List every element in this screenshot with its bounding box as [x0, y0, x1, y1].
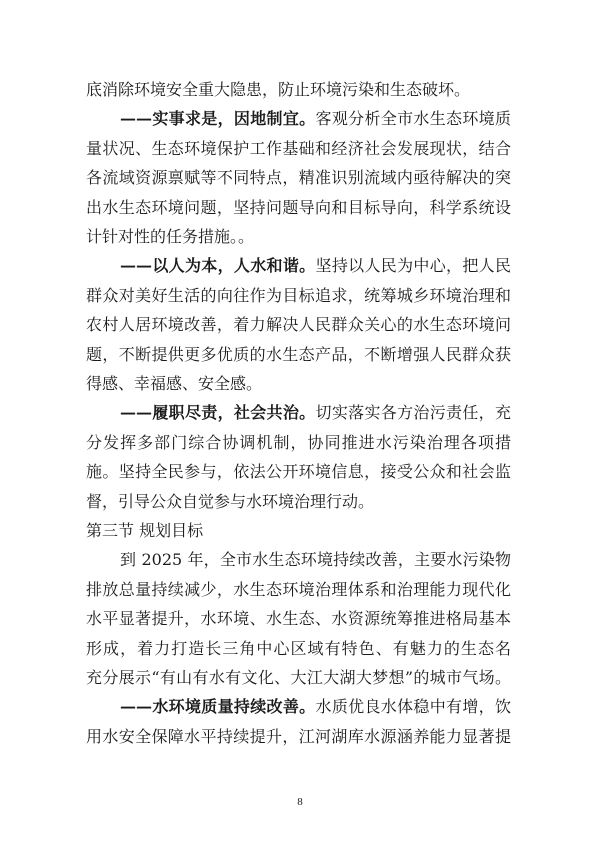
line-text: 底消除环境安全重大隐患，防止环境污染和生态破坏。 [86, 80, 471, 99]
line-text: 水质优良水体稳中有增，饮 [315, 697, 511, 717]
text-line [86, 198, 511, 218]
bold-lead: ——履职尽责，社会共治。 [120, 403, 316, 423]
line-text: 坚持以人民为中心，把人民 [315, 256, 511, 276]
bold-lead: ——实事求是，因地制宜。 [120, 109, 316, 129]
line-text: 督，引导公众自觉参与水环境治理行动。 [86, 491, 375, 511]
line-text: 水平显著提升，水环境、水生态、水资源统筹推进格局基本 [86, 609, 511, 629]
section-heading [86, 521, 511, 541]
text-line [120, 109, 511, 129]
line-text: 切实落实各方治污责任，充 [315, 403, 511, 423]
line-text: 形成，着力打造长三角中心区域有特色、有魅力的生态名 [86, 638, 511, 658]
text-line [86, 580, 511, 600]
text-line [86, 345, 511, 365]
text-line [86, 462, 511, 482]
text-line [86, 609, 511, 629]
line-text: 到 2025 年，全市水生态环境持续改善，主要水污染物 [120, 550, 511, 570]
line-text: 用水安全保障水平持续提升，江河湖库水源涵养能力显著提 [86, 726, 511, 746]
text-line [86, 315, 511, 335]
line-text: 施。坚持全民参与，依法公开环境信息，接受公众和社会监 [86, 462, 511, 482]
line-text: 第三节 规划目标 [86, 521, 204, 540]
line-text: 计针对性的任务措施。。 [86, 227, 255, 246]
line-text: 排放总量持续减少，水生态环境治理体系和治理能力现代化 [86, 579, 511, 599]
text-line [86, 639, 511, 659]
line-text: 量状况、生态环境保护工作基础和经济社会发展现状，结合 [86, 138, 511, 158]
line-text: 充分展示“有山有水有文化、大江大湖大梦想”的城市气场。 [86, 668, 511, 687]
line-text: 农村人居环境改善，着力解决人民群众关心的水生态环境问 [86, 315, 511, 335]
line-text: 群众对美好生活的向往作为目标追求，统筹城乡环境治理和 [86, 285, 511, 305]
text-line [86, 80, 511, 100]
text-line [86, 727, 511, 747]
text-line [120, 550, 511, 570]
text-line [120, 697, 511, 717]
text-line [120, 256, 511, 276]
line-text: 得感、幸福感、安全感。 [86, 374, 263, 393]
line-text: 出水生态环境问题，坚持问题导向和目标导向，科学系统设 [86, 197, 511, 217]
text-line [86, 168, 511, 188]
line-text: 分发挥多部门综合协调机制，协同推进水污染治理各项措 [86, 432, 511, 452]
line-text: 客观分析全市水生态环境质 [315, 109, 511, 129]
bold-lead: ——以人为本，人水和谐。 [120, 256, 316, 276]
line-text: 题，不断提供更多优质的水生态产品，不断增强人民群众获 [86, 344, 511, 364]
text-line [86, 227, 511, 247]
text-line [86, 139, 511, 159]
text-line [86, 286, 511, 306]
page-number: 8 [297, 796, 303, 808]
line-text: 各流域资源禀赋等不同特点，精准识别流域内亟待解决的突 [86, 168, 511, 188]
text-line [120, 403, 511, 423]
text-line [86, 433, 511, 453]
text-line [86, 668, 511, 688]
text-line [86, 492, 511, 512]
bold-lead: ——水环境质量持续改善。 [120, 697, 316, 717]
text-line [86, 374, 511, 394]
